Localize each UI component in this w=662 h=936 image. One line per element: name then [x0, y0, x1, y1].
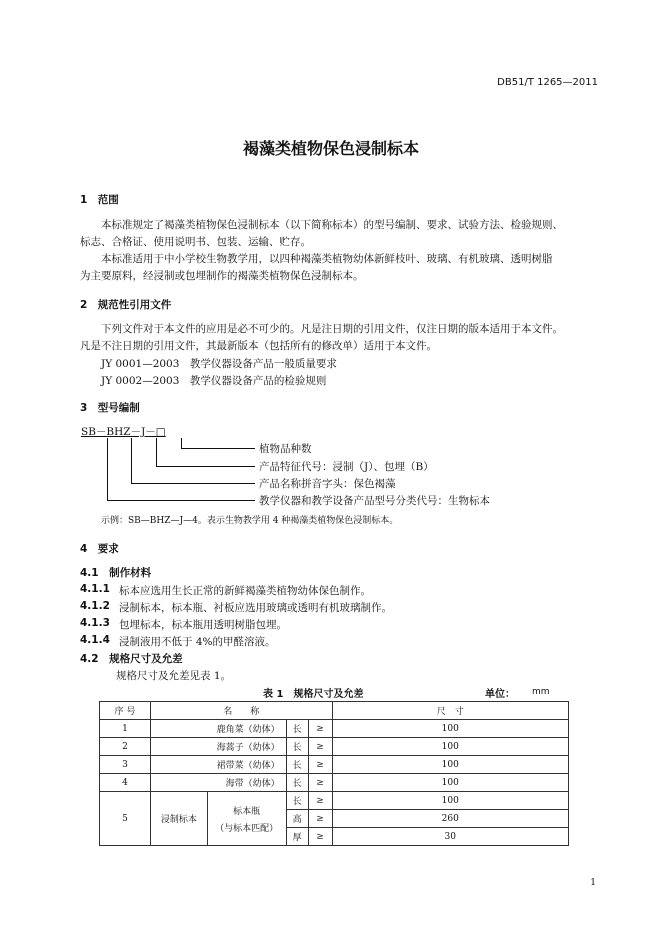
- standard-number: DB51/T 1265—2011: [497, 77, 598, 88]
- bracket-line-2-horizontal: [156, 466, 255, 467]
- section-1-heading: 1 范围: [80, 194, 119, 206]
- section-3-heading: 3 型号编制: [80, 402, 140, 414]
- row-value: 100: [332, 720, 568, 738]
- row-no: 3: [100, 756, 151, 774]
- row-value: 260: [332, 810, 568, 828]
- s2-paragraph-line-1: 下列文件对于本文件的应用是必不可少的。凡是注日期的引用文件，仅注日期的版本适用于本文件。: [101, 323, 563, 335]
- row-item: [207, 792, 286, 846]
- reference-1: JY 0001—2003 教学仪器设备产品一般质量要求: [101, 358, 337, 370]
- table-unit: mm: [532, 687, 550, 697]
- header-name: 名 称: [150, 702, 332, 720]
- row-item-note: （与标本匹配）: [215, 823, 279, 834]
- spec-table: [99, 701, 569, 846]
- section-4-1-heading: 4.1 制作材料: [80, 567, 152, 579]
- row-dim: 长: [286, 774, 308, 792]
- reference-2: JY 0002—2003 教学仪器设备产品的检验规则: [101, 375, 327, 387]
- section-4-heading: 4 要求: [80, 543, 119, 555]
- row-op: ≥: [308, 774, 332, 792]
- row-dim: 长: [286, 792, 308, 810]
- row-name: 裙带菜（幼体）: [150, 756, 286, 774]
- example-note: 示例：SB—BHZ—J—4。表示生物教学用 4 种褐藻类植物保色浸制标本。: [101, 516, 399, 526]
- row-value: 30: [332, 828, 568, 846]
- table-unit-label: 单位：: [485, 689, 515, 700]
- row-dim: 长: [286, 756, 308, 774]
- section-4-2-heading: 4.2 规格尺寸及允差: [80, 653, 183, 665]
- table-row: [100, 792, 569, 810]
- s2-paragraph-line-2: 凡是不注日期的引用文件，其最新版本（包括所有的修改单）适用于本文件。: [80, 340, 437, 352]
- item-4-1-3-text: 包埋标本，标本瓶用透明树脂包埋。: [119, 619, 287, 631]
- item-4-1-2-number: 4.1.2: [80, 600, 110, 612]
- row-op: ≥: [308, 792, 332, 810]
- table-row: [100, 738, 569, 756]
- row-dim: 长: [286, 720, 308, 738]
- document-title: 褐藻类植物保色浸制标本: [242, 139, 419, 158]
- row-op: ≥: [308, 738, 332, 756]
- row-no: 5: [100, 792, 151, 846]
- code-label-1: 植物品种数: [259, 443, 312, 455]
- s1-paragraph-1-line-1: 本标准规定了褐藻类植物保色浸制标本（以下简称标本）的型号编制、要求、试验方法、检验规则、: [101, 219, 563, 231]
- table-row: [100, 774, 569, 792]
- section-4-2-text: 规格尺寸及允差见表 1。: [116, 670, 232, 682]
- row-no: 1: [100, 720, 151, 738]
- row-item-name: 标本瓶: [233, 806, 261, 817]
- header-size: 尺 寸: [332, 702, 568, 720]
- table-row: [100, 720, 569, 738]
- item-4-1-1-number: 4.1.1: [80, 583, 110, 595]
- row-value: 100: [332, 756, 568, 774]
- table-row: [100, 756, 569, 774]
- table-header-row: [100, 702, 569, 720]
- code-label-3: 产品名称拼音字头：保色褐藻: [259, 478, 396, 490]
- s1-paragraph-2-line-1: 本标准适用于中小学校生物教学用，以四种褐藻类植物幼体新鲜枝叶、玻璃、有机玻璃、透明树脂: [101, 253, 553, 265]
- s1-paragraph-2-line-2: 为主要原料，经浸制或包埋制作的褐藻类植物保色浸制标本。: [80, 270, 364, 282]
- bracket-line-1-horizontal: [181, 448, 255, 449]
- page-number: 1: [590, 878, 596, 888]
- row-no: 4: [100, 774, 151, 792]
- bracket-line-2-vertical: [156, 438, 157, 467]
- section-2-heading: 2 规范性引用文件: [80, 299, 172, 311]
- code-label-2: 产品特征代号：浸制（J）、包埋（B）: [259, 461, 434, 473]
- row-dim: 高: [286, 810, 308, 828]
- row-name: 海蒿子（幼体）: [150, 738, 286, 756]
- row-op: ≥: [308, 756, 332, 774]
- bracket-line-4-vertical: [107, 438, 108, 501]
- row-name: 鹿角菜（幼体）: [150, 720, 286, 738]
- row-op: ≥: [308, 828, 332, 846]
- row-value: 100: [332, 774, 568, 792]
- table-caption: 表 1 规格尺寸及允差: [263, 689, 364, 700]
- item-4-1-4-number: 4.1.4: [80, 634, 110, 646]
- item-4-1-4-text: 浸制液用不低于 4%的甲醛溶液。: [119, 636, 276, 648]
- bracket-line-4-horizontal: [107, 500, 255, 501]
- row-value: 100: [332, 792, 568, 810]
- header-no: 序 号: [100, 702, 151, 720]
- model-code: SB－BHZ－J－□: [81, 426, 166, 438]
- item-4-1-1-text: 标本应选用生长正常的新鲜褐藻类植物幼体保色制作。: [119, 585, 371, 597]
- row-op: ≥: [308, 720, 332, 738]
- row-op: ≥: [308, 810, 332, 828]
- row-category: 浸制标本: [150, 792, 207, 846]
- item-4-1-2-text: 浸制标本，标本瓶、衬板应选用玻璃或透明有机玻璃制作。: [119, 602, 392, 614]
- row-dim: 长: [286, 738, 308, 756]
- row-name: 海带（幼体）: [150, 774, 286, 792]
- row-value: 100: [332, 738, 568, 756]
- code-label-4: 教学仪器和教学设备产品型号分类代号：生物标本: [259, 495, 490, 507]
- row-no: 2: [100, 738, 151, 756]
- bracket-line-3-vertical: [131, 438, 132, 484]
- item-4-1-3-number: 4.1.3: [80, 617, 110, 629]
- row-dim: 厚: [286, 828, 308, 846]
- s1-paragraph-1-line-2: 标志、合格证、使用说明书、包装、运输、贮存。: [80, 236, 311, 248]
- bracket-line-3-horizontal: [131, 483, 255, 484]
